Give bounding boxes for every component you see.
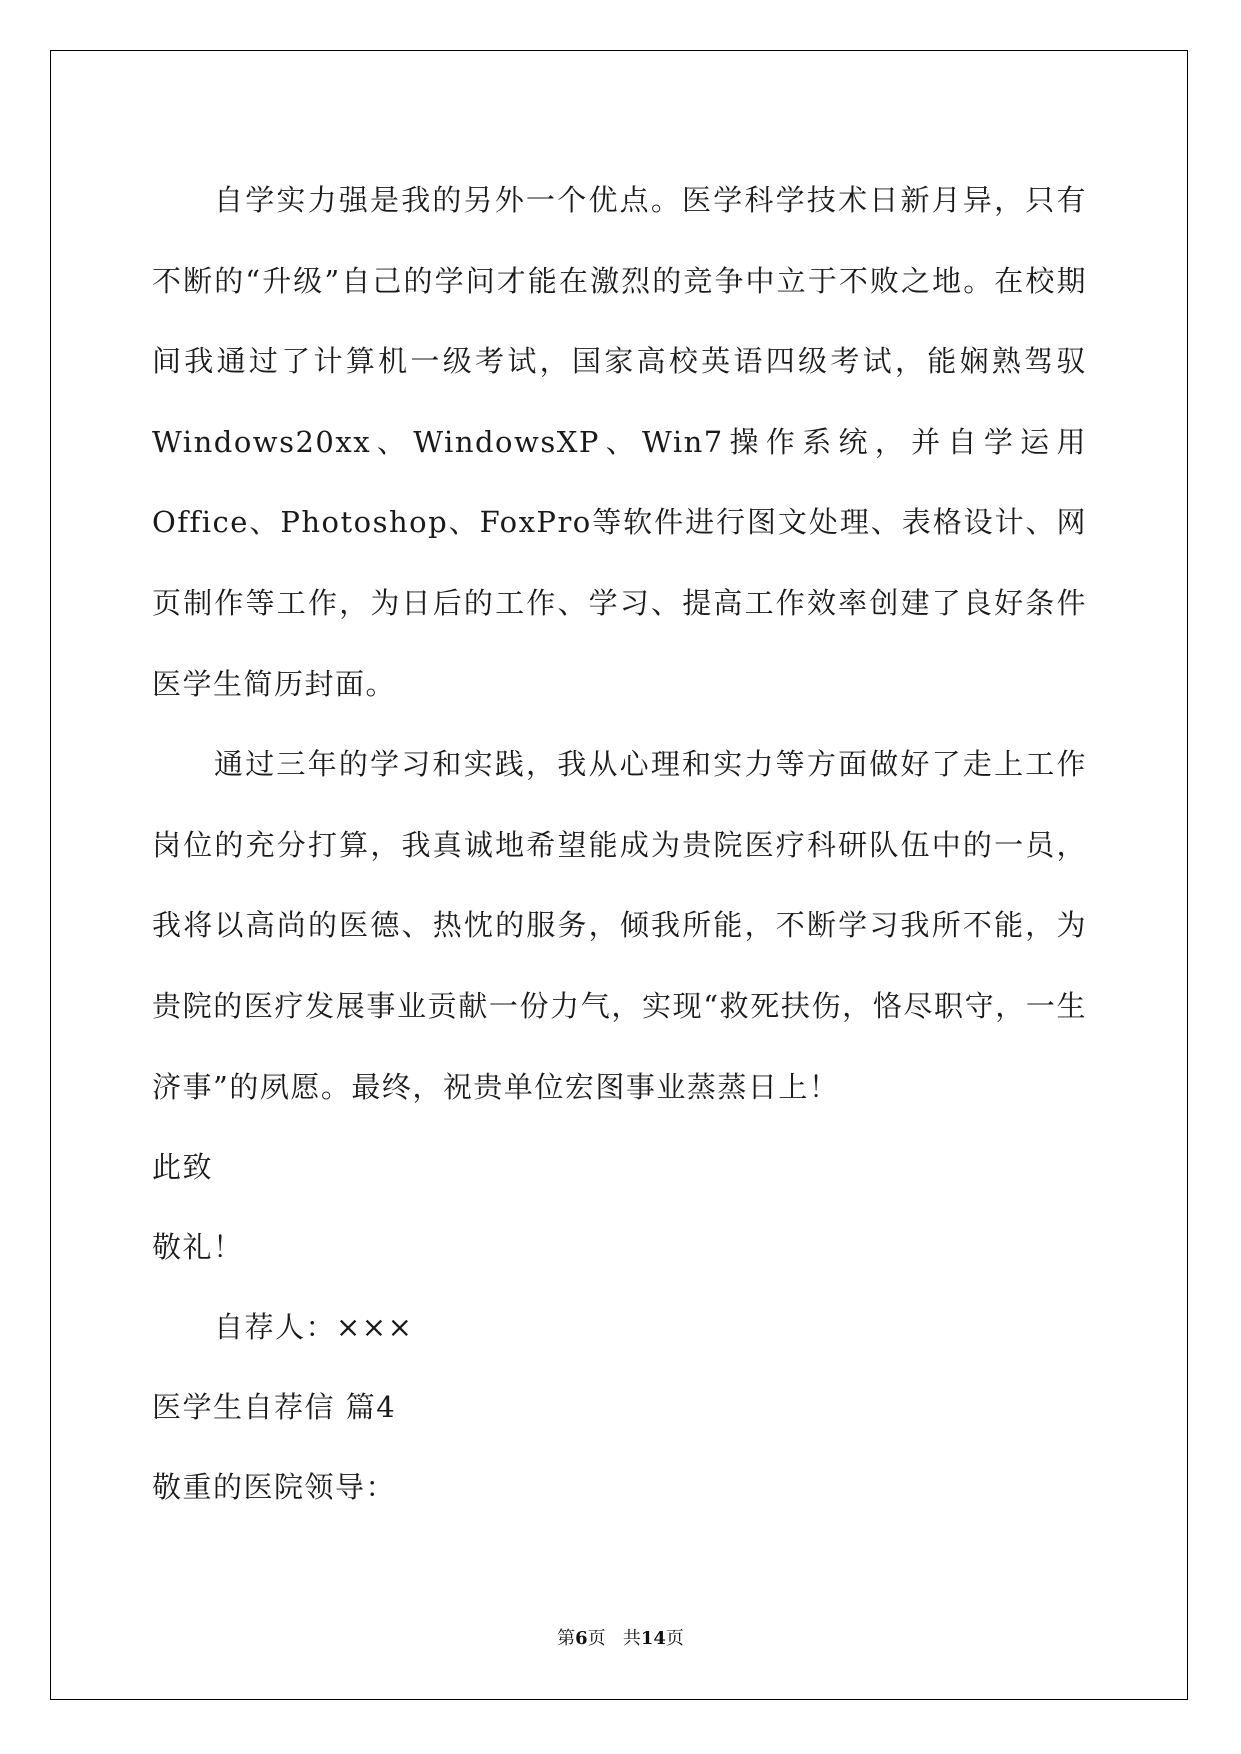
salutation: 敬重的医院领导： (152, 1470, 397, 1505)
closing-line-2: 敬礼！ (152, 1230, 244, 1265)
page-total: 14 (640, 1628, 666, 1649)
total-suffix: 页 (665, 1628, 684, 1649)
paragraph-self-study: 自学实力强是我的另外一个优点。医学科学技术日新月异，只有不断的“升级”自己的学问才能在激烈的竞争中立于不败之地。在校期间我通过了计算机一级考试，国家高校英语四级考试，能娴熟驾驭Windows20xx、WindowsXP、Win7操作系统，并自学运用Office、Photoshop、FoxPro等软件进行图文处理、表格设计、网页制作等工作，为日后的工作、学习、提高工作效率创建了良好条件医学生简历封面。 (152, 183, 1087, 701)
paragraph-aspiration: 通过三年的学习和实践，我从心理和实力等方面做好了走上工作岗位的充分打算，我真诚地希望能成为贵院医疗科研队伍中的一员，我将以高尚的医德、热忱的服务，倾我所能，不断学习我所不能，为贵院的医疗发展事业贡献一份力气，实现“救死扶伤，恪尽职守，一生济事”的夙愿。最终，祝贵单位宏图事业蒸蒸日上！ (152, 747, 1087, 1104)
page-prefix: 第 (557, 1628, 576, 1649)
closing-line-1: 此致 (152, 1150, 214, 1185)
page-footer (0, 1624, 1241, 1650)
document-body (152, 160, 1087, 1527)
page-suffix: 页 (587, 1628, 606, 1649)
page-current: 6 (575, 1628, 588, 1649)
signature-line: 自荐人：××× (214, 1310, 414, 1345)
section-title: 医学生自荐信 篇4 (152, 1390, 397, 1425)
total-prefix: 共 (622, 1628, 641, 1649)
